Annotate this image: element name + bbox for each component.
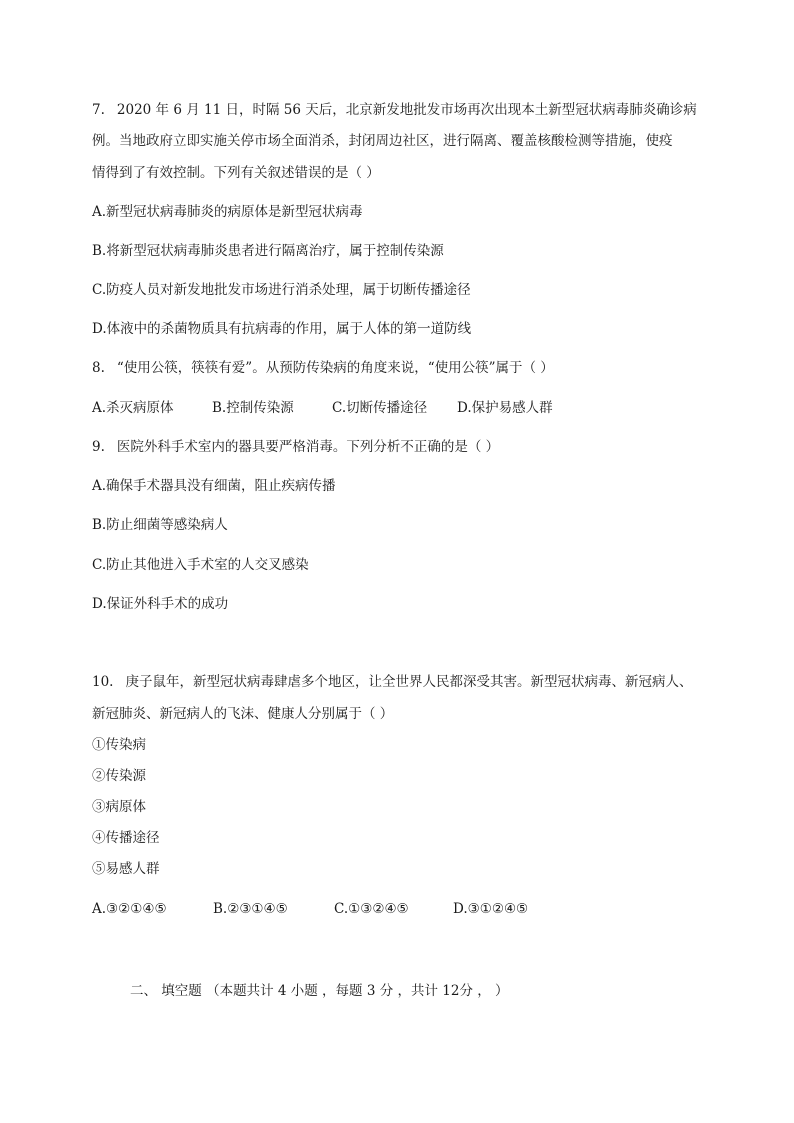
question-10-line-2: 新冠肺炎、新冠病人的飞沫、健康人分别属于（ ） [92,706,394,722]
section-heading: 二、 填空题 （本题共计 4 小题 ，每题 3 分 ，共计 12分 ， ） [130,983,509,999]
question-number: 7. [92,102,105,118]
item-4: ④传播途径 [92,830,160,846]
question-7-line-1 [92,100,697,120]
option-c: C.防疫人员对新发地批发市场进行消杀处理，属于切断传播途径 [92,282,471,298]
item-3: ③病原体 [92,799,146,815]
option-c: C.防止其他进入手术室的人交叉感染 [92,557,309,573]
question-text: 医院外科手术室内的器具要严格消毒。下列分析不正确的是（ ） [116,439,500,455]
option-c: C.①③②④⑤ [334,901,409,917]
question-7-line-3: 情得到了有效控制。下列有关叙述错误的是（ ） [92,165,380,181]
question-10-line-1 [92,672,692,692]
option-a: A.③②①④⑤ [92,901,167,917]
question-number: 9. [92,439,105,455]
option-d: D.③①②④⑤ [453,901,529,917]
option-d: D.体液中的杀菌物质具有抗病毒的作用，属于人体的第一道防线 [92,321,472,337]
question-8-line-1 [92,358,554,378]
option-d: D.保证外科手术的成功 [92,596,229,612]
question-text: 2020 年 6 月 11 日，时隔 56 天后，北京新发地批发市场再次出现本土新型冠状病毒肺炎确诊病 [116,102,697,118]
option-b: B.控制传染源 [212,400,294,416]
option-b: B.防止细菌等感染病人 [92,517,228,533]
item-2: ②传染源 [92,768,146,784]
question-number: 10. [92,674,114,690]
option-a: A.杀灭病原体 [92,400,174,416]
question-number: 8. [92,360,105,376]
question-text: “使用公筷，筷筷有爱”。从预防传染病的角度来说，“使用公筷”属于（ ） [116,360,554,376]
question-8-options [92,398,553,418]
question-9-line-1 [92,437,499,457]
option-b: B.将新型冠状病毒肺炎患者进行隔离治疗，属于控制传染源 [92,243,444,259]
question-7-line-2: 例。当地政府立即实施关停市场全面消杀，封闭周边社区，进行隔离、覆盖核酸检测等措施，使疫 [92,133,673,149]
option-b: B.②③①④⑤ [213,901,288,917]
option-c: C.切断传播途径 [332,400,428,416]
question-10-options [92,899,528,919]
option-a: A.确保手术器具没有细菌，阻止疾病传播 [92,478,336,494]
item-1: ①传染病 [92,737,146,753]
item-5: ⑤易感人群 [92,861,160,877]
option-d: D.保护易感人群 [457,400,553,416]
question-text: 庚子鼠年，新型冠状病毒肆虐多个地区，让全世界人民都深受其害。新型冠状病毒、新冠病人、 [125,674,693,690]
option-a: A.新型冠状病毒肺炎的病原体是新型冠状病毒 [92,204,363,220]
